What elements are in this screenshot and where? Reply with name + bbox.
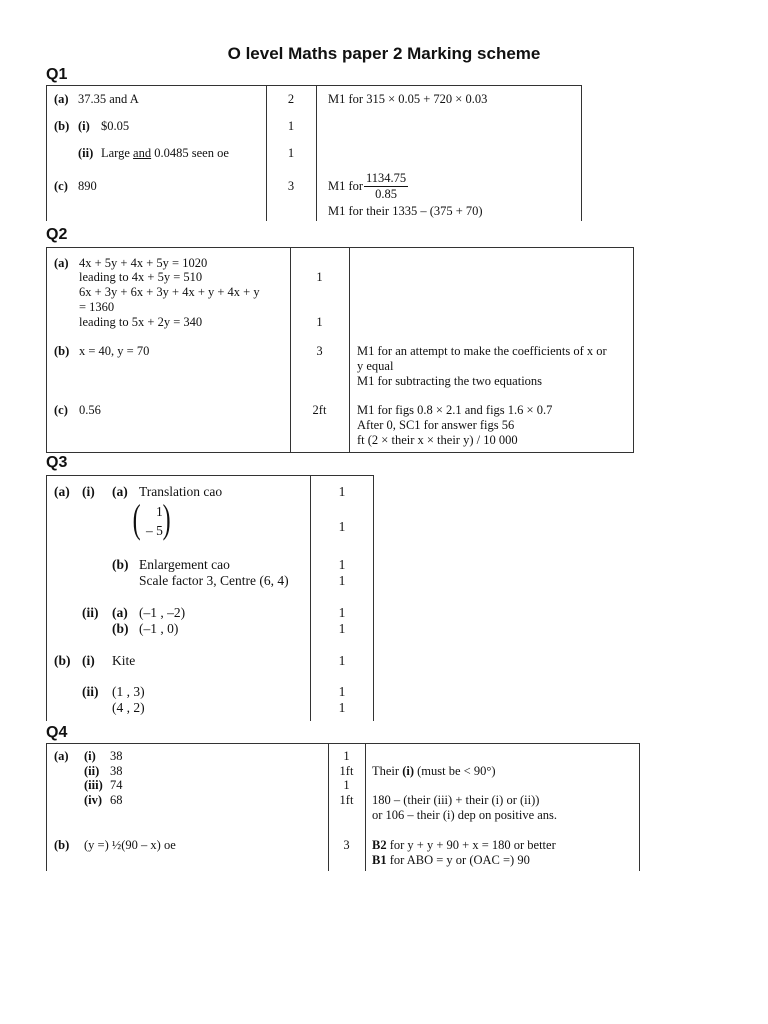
answer-text: 38 — [110, 749, 123, 763]
right-bracket-icon: ) — [162, 496, 171, 541]
marks-value: 1 — [338, 621, 346, 636]
answer-text: 890 — [78, 179, 97, 193]
answer-text: (y =) ½(90 – x) oe — [84, 838, 176, 852]
answer-text: $0.05 — [101, 119, 130, 133]
q2-col-divider — [349, 247, 350, 453]
answer-text: (4 , 2) — [112, 700, 145, 715]
marks-value: 1 — [287, 146, 295, 160]
column-vector — [132, 496, 176, 541]
question-heading-q1: Q1 — [46, 66, 68, 83]
working-line: = 1360 — [79, 300, 115, 314]
guidance-note: 180 – (their (iii) + their (i) or (ii)) — [372, 793, 540, 807]
subpart-label: (iv) — [84, 793, 103, 807]
marks-value: 1 — [316, 270, 323, 284]
part-label: (a) — [54, 749, 69, 763]
q1-col-divider — [316, 85, 317, 221]
fraction-numerator: 1134.75 — [366, 171, 407, 185]
marks-value: 1 — [338, 653, 346, 668]
marks-value: 1ft — [339, 793, 354, 807]
answer-text: Kite — [112, 653, 136, 668]
subpart-label: (b) — [112, 557, 129, 572]
subpart-label: (a) — [112, 605, 128, 620]
left-bracket-icon: ( — [132, 496, 141, 541]
part-label: (a) — [54, 484, 70, 499]
question-heading-q2: Q2 — [46, 226, 68, 243]
answer-text: 37.35 and A — [78, 92, 139, 106]
answer-text: Translation cao — [139, 484, 223, 499]
guidance-note: M1 for an attempt to make the coefficients of x or — [357, 344, 607, 358]
q2-table — [46, 247, 634, 453]
subpart-label: (i) — [82, 653, 95, 668]
guidance-note: ft (2 × their x × their y) / 10 000 — [357, 433, 518, 447]
subpart-label: (ii) — [82, 605, 99, 620]
answer-text: 38 — [110, 764, 123, 778]
answer-text: 68 — [110, 793, 123, 807]
q3-table — [46, 475, 374, 721]
answer-text: 74 — [110, 778, 123, 792]
marks-value: 3 — [316, 344, 323, 358]
working-line: leading to 5x + 2y = 340 — [79, 315, 203, 329]
part-label: (b) — [54, 119, 70, 133]
guidance-note: M1 for — [328, 179, 364, 193]
subpart-label: (ii) — [84, 764, 100, 778]
subpart-label: (i) — [78, 119, 90, 133]
marks-value: 1 — [338, 605, 346, 620]
guidance-note: M1 for 315 × 0.05 + 720 × 0.03 — [328, 92, 488, 106]
answer-text: 0.56 — [79, 403, 101, 417]
q1-table — [46, 85, 582, 221]
guidance-note: M1 for figs 0.8 × 2.1 and figs 1.6 × 0.7 — [357, 403, 553, 417]
guidance-note: M1 for their 1335 – (375 + 70) — [328, 204, 483, 218]
part-label: (c) — [54, 179, 68, 193]
part-label: (b) — [54, 653, 71, 668]
q4-table — [46, 743, 640, 871]
marks-value: 1 — [338, 573, 346, 588]
subpart-label: (ii) — [78, 146, 94, 160]
answer-text: (–1 , 0) — [139, 621, 179, 636]
guidance-note: After 0, SC1 for answer figs 56 — [357, 418, 515, 432]
marks-value: 1 — [287, 119, 295, 133]
vector-top: 1 — [156, 504, 163, 519]
subpart-label: (ii) — [82, 684, 99, 699]
question-heading-q4: Q4 — [46, 724, 68, 741]
marks-value: 1 — [316, 315, 323, 329]
marks-value: 1 — [338, 684, 346, 699]
marks-value: 3 — [343, 838, 350, 852]
subpart-label: (iii) — [84, 778, 103, 792]
marks-value: 1ft — [339, 764, 354, 778]
guidance-note: Their (i) (must be < 90°) — [372, 764, 496, 778]
part-label: (c) — [54, 403, 68, 417]
part-label: (a) — [54, 92, 69, 106]
marks-value: 2ft — [312, 403, 327, 417]
vector-bottom: – 5 — [146, 523, 163, 538]
fraction — [364, 171, 408, 202]
guidance-note: or 106 – their (i) dep on positive ans. — [372, 808, 558, 822]
answer-text: x = 40, y = 70 — [79, 344, 150, 358]
marks-value: 1 — [343, 749, 350, 763]
part-label: (b) — [54, 838, 70, 852]
subpart-label: (i) — [82, 484, 95, 499]
part-label: (b) — [54, 344, 70, 358]
working-line: leading to 4x + 5y = 510 — [79, 270, 203, 284]
subpart-label: (b) — [112, 621, 129, 636]
guidance-note: B2 for y + y + 90 + x = 180 or better — [372, 838, 556, 852]
working-line: 4x + 5y + 4x + 5y = 1020 — [79, 256, 208, 270]
question-heading-q3: Q3 — [46, 454, 68, 471]
answer-text: (–1 , –2) — [139, 605, 186, 620]
marks-value: 1 — [338, 519, 346, 534]
marks-value: 1 — [343, 778, 350, 792]
marks-value: 1 — [338, 484, 346, 499]
q4-col-divider — [365, 743, 366, 871]
marks-value: 1 — [338, 557, 346, 572]
marks-value: 3 — [287, 179, 295, 193]
answer-text: (1 , 3) — [112, 684, 145, 699]
answer-text: Scale factor 3, Centre (6, 4) — [139, 573, 289, 588]
marks-value: 1 — [338, 700, 346, 715]
part-label: (a) — [54, 256, 69, 270]
answer-text: Enlargement cao — [139, 557, 230, 572]
page-title: O level Maths paper 2 Marking scheme — [227, 44, 541, 63]
answer-text: Large and 0.0485 seen oe — [101, 146, 229, 160]
working-line: 6x + 3y + 6x + 3y + 4x + y + 4x + y — [79, 285, 260, 299]
guidance-note: y equal — [357, 359, 394, 373]
guidance-note: M1 for subtracting the two equations — [357, 374, 543, 388]
subpart-label: (a) — [112, 484, 128, 499]
fraction-denominator: 0.85 — [364, 186, 408, 202]
guidance-note: B1 for ABO = y or (OAC =) 90 — [372, 853, 530, 867]
marks-value: 2 — [287, 92, 295, 106]
subpart-label: (i) — [84, 749, 96, 763]
